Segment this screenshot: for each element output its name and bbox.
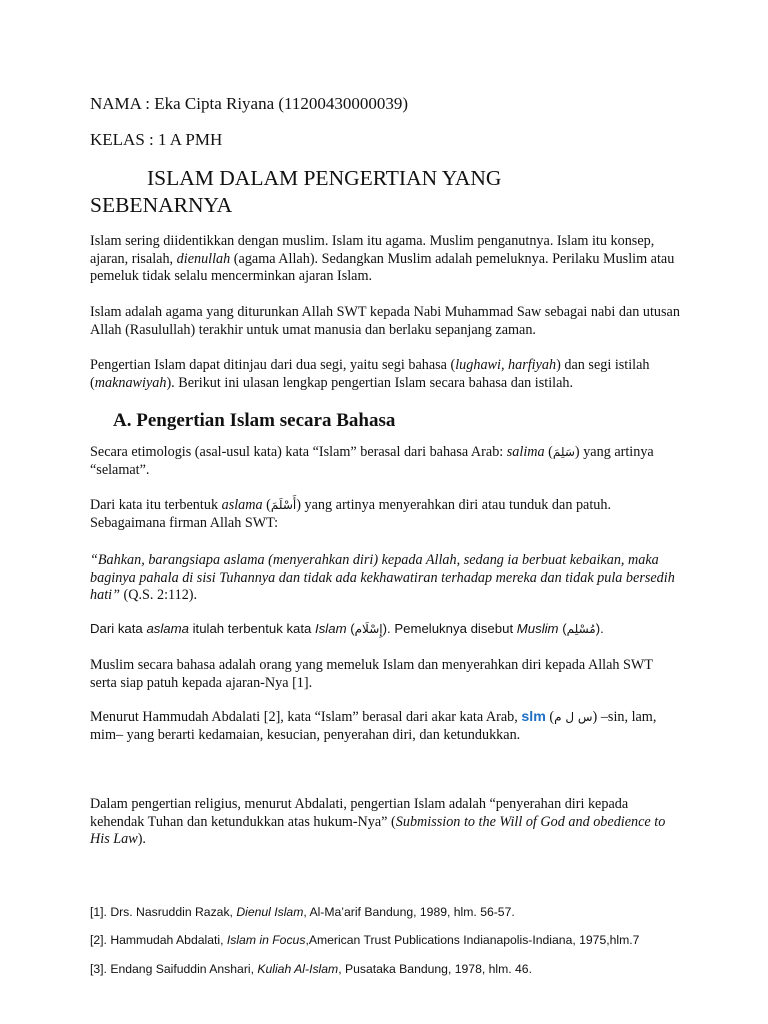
reference-1: [1]. Drs. Nasruddin Razak, Dienul Islam, Al-Ma’arif Bandung, 1989, hlm. 56-57. [90,905,515,919]
etymology-paragraph: Secara etimologis (asal-usul kata) kata “Islam” berasal dari bahasa Arab: salima (سَلِمَ) yang artinya “selamat”. [90,444,654,478]
arabic-root: س ل م [554,710,593,724]
reference-3: [3]. Endang Saifuddin Anshari, Kuliah Al-Islam, Pusataka Bandung, 1978, hlm. 46. [90,962,532,976]
arabic-islam: إِسْلَام [354,622,383,636]
muslim-definition-paragraph: Muslim secara bahasa adalah orang yang memeluk Islam dan menyerahkan diri kepada Allah SWT serta siap patuh kepada ajaran-Nya [1]. [90,657,653,691]
arabic-muslim: مُسْلِم [566,622,596,636]
arabic-aslama: أَسْلَمَ [270,498,297,512]
name-line: NAMA : Eka Cipta Riyana (11200430000039) [90,94,409,113]
intro-paragraph-3: Pengertian Islam dapat ditinjau dari dua segi, yaitu segi bahasa (lughawi, harfiyah) dan segi istilah (maknawiyah). Berikut ini ulasan lengkap pengertian Islam secara bahasa dan istilah. [90,357,650,391]
islam-muslim-paragraph: Dari kata aslama itulah terbentuk kata Islam (إِسْلَام). Pemeluknya disebut Muslim (مُسْلِم). [90,621,604,636]
intro-paragraph-2: Islam adalah agama yang diturunkan Allah SWT kepada Nabi Muhammad Saw sebagai nabi dan utusan Allah (Rasulullah) terakhir untuk umat manusia dan berlaku sepanjang zaman. [90,304,680,338]
intro-paragraph-1: Islam sering diidentikkan dengan muslim. Islam itu agama. Muslim penganutnya. Islam itu konsep, ajaran, risalah, dienullah (agama Allah). Sedangkan Muslim adalah pemeluknya. Perilaku Muslim atau pemeluk tidak selalu mencerminkan ajaran Islam. [90,233,675,284]
religious-meaning-paragraph: Dalam pengertian religius, menurut Abdalati, pengertian Islam adalah “penyerahan diri kepada kehendak Tuhan dan ketundukkan atas hukum-Nya” (Submission to the Will of God and obedience to His Law). [90,796,666,847]
arabic-salima: سَلِمَ [552,445,575,459]
reference-2: [2]. Hammudah Abdalati, Islam in Focus,American Trust Publications Indianapolis-Indiana, 1975,hlm.7 [90,933,640,947]
page-title [90,165,680,219]
class-line: KELAS : 1 A PMH [90,130,223,149]
section-heading: A. Pengertian Islam secara Bahasa [113,410,396,431]
title-line-2: SEBENARNYA [90,193,233,217]
quran-quote: “Bahkan, barangsiapa aslama (menyerahkan diri) kepada Allah, sedang ia berbuat kebaikan, maka baginya pahala di sisi Tuhannya dan tidak ada kekhawatiran terhadap mereka dan tidak pula bersedih hati” (Q.S. 2:112). [90,552,675,603]
title-line-1: ISLAM DALAM PENGERTIAN YANG [147,166,502,190]
abdalati-root-paragraph: Menurut Hammudah Abdalati [2], kata “Islam” berasal dari akar kata Arab, slm (س ل م) –sin, lam, mim– yang berarti kedamaian, kesucian, penyerahan diri, dan ketundukkan. [90,709,657,743]
aslama-paragraph: Dari kata itu terbentuk aslama (أَسْلَمَ) yang artinya menyerahkan diri atau tunduk dan patuh. Sebagaimana firman Allah SWT: [90,497,612,531]
slm-term: slm [521,709,546,725]
